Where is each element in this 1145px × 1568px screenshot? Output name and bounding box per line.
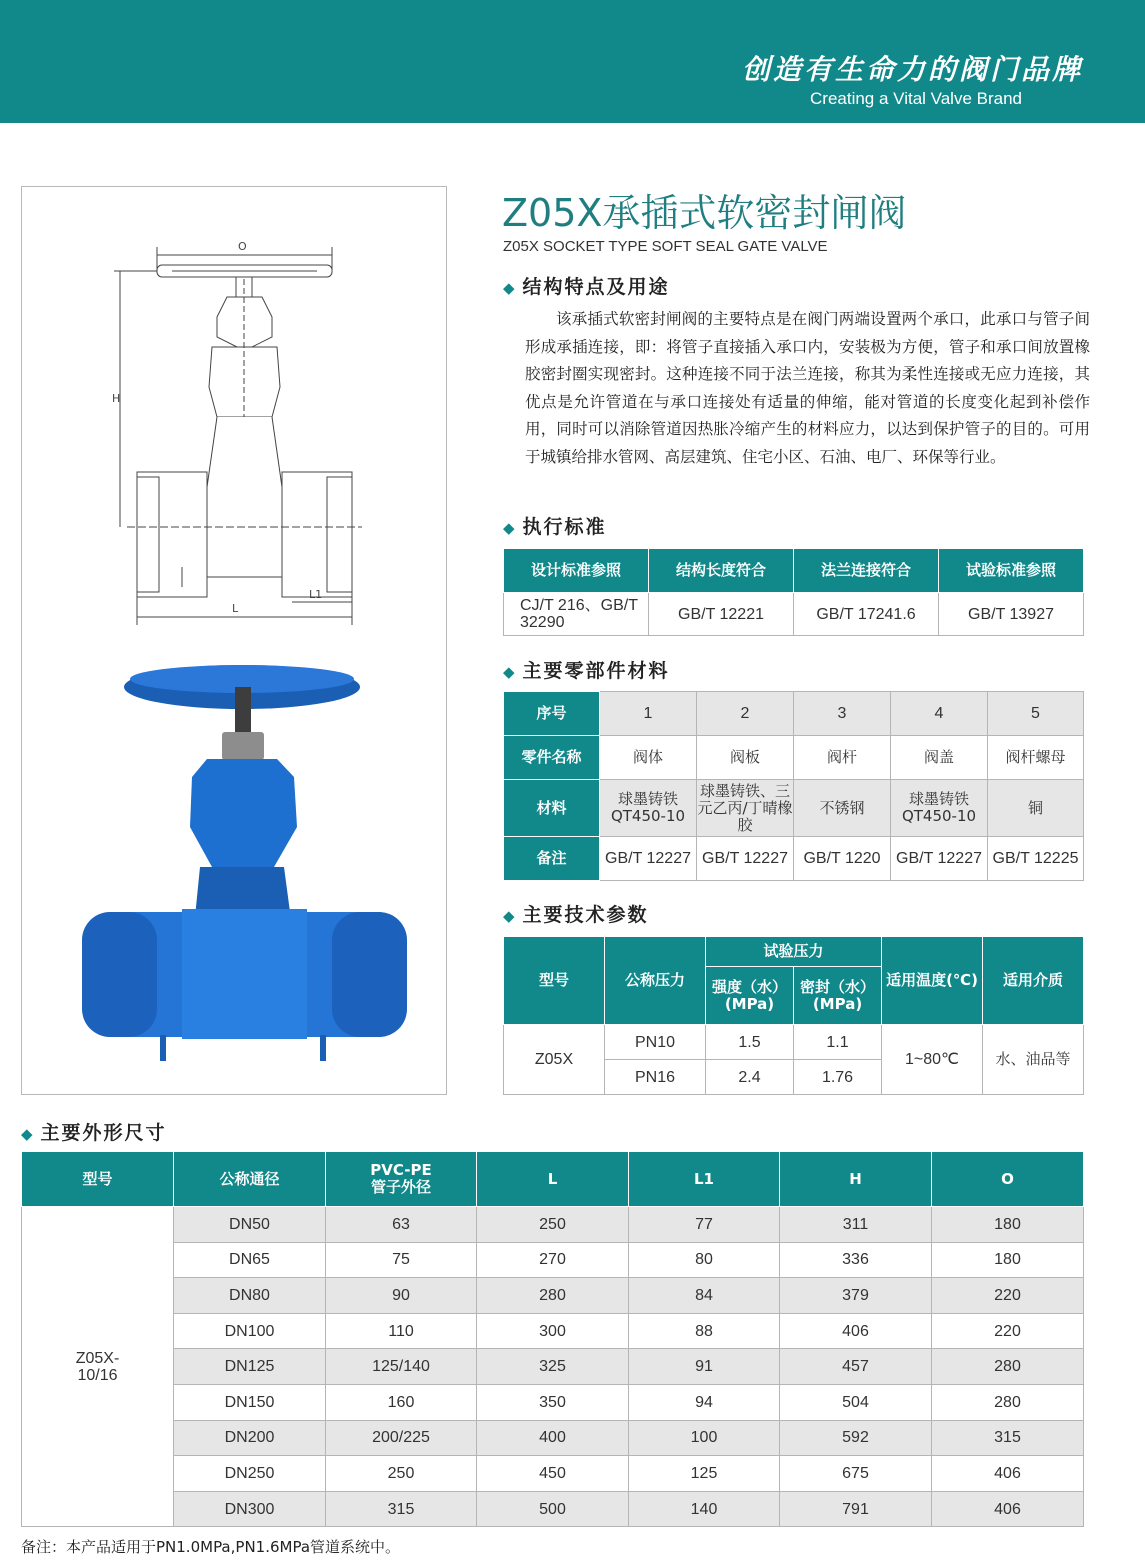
materials-part-name: 阀杆 (794, 736, 891, 780)
dimensions-cell: 180 (932, 1207, 1084, 1243)
params-strength: 2.4 (706, 1060, 794, 1095)
product-description: 该承插式软密封闸阀的主要特点是在阀门两端设置两个承口，此承口与管子间形成承插连接，即：将管子直接插入承口内，安装极为方便，管子和承口间放置橡胶密封圈实现密封。这种连接不同于法兰连接，称其为柔性连接或无应力连接，其优点是允许管道在与承口连接处有适量的伸缩，能对管道的长度变化起到补偿作用，同时可以消除管道因热胀冷缩产生的材料应力，以达到保护管子的目的。可用于城镇给排水管网、高层建筑、住宅小区、石油、电厂、环保等行业。 (525, 310, 1090, 466)
product-title: Z05X承插式软密封闸阀 (502, 191, 907, 235)
params-seal: 1.1 (794, 1025, 882, 1060)
materials-material: 球墨铸铁、三元乙丙/丁晴橡胶 (697, 780, 794, 837)
dimensions-cell: 100 (629, 1420, 780, 1456)
section-standards-heading: ◆ 执行标准 (503, 516, 607, 538)
dimensions-cell: 88 (629, 1313, 780, 1349)
dimensions-cell: 75 (326, 1242, 477, 1278)
dimensions-header: H (780, 1152, 932, 1207)
dimensions-row (22, 1349, 1084, 1385)
params-seal: 1.76 (794, 1060, 882, 1095)
materials-note: GB/T 12225 (988, 837, 1084, 881)
materials-part-name: 阀体 (600, 736, 697, 780)
materials-note: GB/T 12227 (600, 837, 697, 881)
dimensions-header: PVC-PE管子外径 (326, 1152, 477, 1207)
standards-header: 结构长度符合 (649, 549, 794, 593)
dimensions-cell: 350 (477, 1384, 629, 1420)
dimensions-cell: 180 (932, 1242, 1084, 1278)
materials-row-label: 备注 (504, 837, 600, 881)
dimensions-cell: 77 (629, 1207, 780, 1243)
dimensions-cell: DN250 (174, 1456, 326, 1492)
dimensions-header: 型号 (22, 1152, 174, 1207)
standards-table (503, 548, 1084, 636)
product-image-panel (21, 186, 447, 1095)
diamond-icon: ◆ (503, 519, 517, 537)
section-dimensions-heading: ◆ 主要外形尺寸 (21, 1122, 167, 1144)
materials-row-label: 材料 (504, 780, 600, 837)
dimensions-cell: DN50 (174, 1207, 326, 1243)
dimensions-header: O (932, 1152, 1084, 1207)
dimensions-cell: 63 (326, 1207, 477, 1243)
standards-header: 试验标准参照 (939, 549, 1084, 593)
dimensions-cell: 406 (780, 1313, 932, 1349)
standards-cell: GB/T 12221 (649, 593, 794, 636)
params-table (503, 936, 1084, 1095)
dimensions-header: L (477, 1152, 629, 1207)
dim-label-l: L (232, 602, 239, 615)
section-params-heading: ◆ 主要技术参数 (503, 904, 649, 926)
dimensions-cell: 140 (629, 1491, 780, 1527)
dimensions-cell: 160 (326, 1384, 477, 1420)
footnote: 备注：本产品适用于PN1.0MPa,PN1.6MPa管道系统中。 (21, 1538, 401, 1556)
diamond-icon: ◆ (21, 1125, 35, 1143)
dimensions-cell: 125 (629, 1456, 780, 1492)
dimensions-cell: 457 (780, 1349, 932, 1385)
dimensions-cell: 270 (477, 1242, 629, 1278)
diamond-icon: ◆ (503, 279, 517, 297)
dimensions-cell: 406 (932, 1456, 1084, 1492)
dimensions-row (22, 1491, 1084, 1527)
dimensions-cell: 90 (326, 1278, 477, 1314)
params-pn: PN16 (605, 1060, 706, 1095)
dimensions-header: L1 (629, 1152, 780, 1207)
dimensions-cell: DN100 (174, 1313, 326, 1349)
dimensions-cell: 311 (780, 1207, 932, 1243)
materials-part-name: 阀板 (697, 736, 794, 780)
dimensions-cell: 315 (326, 1491, 477, 1527)
materials-material: 球墨铸铁QT450-10 (891, 780, 988, 837)
dimensions-row (22, 1278, 1084, 1314)
dimensions-cell: DN200 (174, 1420, 326, 1456)
dimensions-row (22, 1456, 1084, 1492)
dimensions-row (22, 1207, 1084, 1243)
dimensions-cell: 592 (780, 1420, 932, 1456)
top-banner (0, 0, 1145, 123)
valve-photo (82, 665, 407, 1061)
standards-cell: GB/T 13927 (939, 593, 1084, 636)
params-header-pressure: 公称压力 (605, 937, 706, 1025)
params-header-seal: 密封（水）(MPa) (794, 967, 882, 1025)
materials-note: GB/T 12227 (891, 837, 988, 881)
dimensions-cell: DN80 (174, 1278, 326, 1314)
dimensions-cell: 84 (629, 1278, 780, 1314)
materials-material: 铜 (988, 780, 1084, 837)
dimensions-cell: 300 (477, 1313, 629, 1349)
params-header-test: 试验压力 (706, 937, 882, 967)
materials-note: GB/T 1220 (794, 837, 891, 881)
params-pn: PN10 (605, 1025, 706, 1060)
dimensions-cell: 110 (326, 1313, 477, 1349)
materials-table (503, 691, 1084, 881)
dim-label-l1: L1 (309, 588, 323, 601)
section-features-heading: ◆ 结构特点及用途 (503, 276, 670, 298)
standards-cell: GB/T 17241.6 (794, 593, 939, 636)
product-subtitle: Z05X SOCKET TYPE SOFT SEAL GATE VALVE (503, 238, 828, 255)
dim-label-o: O (238, 240, 247, 253)
standards-header: 法兰连接符合 (794, 549, 939, 593)
params-header-model: 型号 (504, 937, 605, 1025)
brand-slogan-cn: 创造有生命力的阀门品牌 (741, 53, 1083, 86)
dimensions-cell: DN65 (174, 1242, 326, 1278)
dimensions-cell: 220 (932, 1313, 1084, 1349)
params-header-medium: 适用介质 (983, 937, 1084, 1025)
materials-part-name: 阀盖 (891, 736, 988, 780)
materials-number: 5 (988, 692, 1084, 736)
materials-number: 4 (891, 692, 988, 736)
dimensions-cell: 325 (477, 1349, 629, 1385)
materials-number: 1 (600, 692, 697, 736)
dimensions-cell: 504 (780, 1384, 932, 1420)
materials-note: GB/T 12227 (697, 837, 794, 881)
diamond-icon: ◆ (503, 907, 517, 925)
dimensions-cell: 250 (477, 1207, 629, 1243)
materials-number: 2 (697, 692, 794, 736)
params-header-strength: 强度（水）(MPa) (706, 967, 794, 1025)
dimensions-cell: 80 (629, 1242, 780, 1278)
params-medium: 水、油品等 (983, 1025, 1084, 1095)
dimensions-cell: 91 (629, 1349, 780, 1385)
dimensions-model: Z05X-10/16 (22, 1207, 174, 1527)
dimensions-cell: 280 (932, 1349, 1084, 1385)
materials-number: 3 (794, 692, 891, 736)
section-materials-heading: ◆ 主要零部件材料 (503, 660, 670, 682)
dimensions-row (22, 1420, 1084, 1456)
dimensions-cell: 400 (477, 1420, 629, 1456)
dimensions-cell: 675 (780, 1456, 932, 1492)
dimensions-cell: 791 (780, 1491, 932, 1527)
standards-cell: CJ/T 216、GB/T 32290 (504, 593, 649, 636)
dimensions-cell: 450 (477, 1456, 629, 1492)
materials-part-name: 阀杆螺母 (988, 736, 1084, 780)
dimensions-cell: 250 (326, 1456, 477, 1492)
dimensions-cell: 500 (477, 1491, 629, 1527)
params-temp: 1~80℃ (882, 1025, 983, 1095)
valve-technical-drawing (112, 240, 362, 625)
diamond-icon: ◆ (503, 663, 517, 681)
dimensions-cell: 315 (932, 1420, 1084, 1456)
params-model: Z05X (504, 1025, 605, 1095)
brand-slogan-en: Creating a Vital Valve Brand (810, 89, 1022, 108)
materials-material: 不锈钢 (794, 780, 891, 837)
dimensions-cell: 336 (780, 1242, 932, 1278)
dimensions-cell: 125/140 (326, 1349, 477, 1385)
materials-row-label: 零件名称 (504, 736, 600, 780)
params-strength: 1.5 (706, 1025, 794, 1060)
dimensions-cell: 379 (780, 1278, 932, 1314)
dim-label-h: H (112, 392, 121, 405)
dimensions-cell: DN125 (174, 1349, 326, 1385)
dimensions-cell: 94 (629, 1384, 780, 1420)
params-header-temp: 适用温度(℃) (882, 937, 983, 1025)
dimensions-header: 公称通径 (174, 1152, 326, 1207)
dimensions-cell: 280 (477, 1278, 629, 1314)
valve-illustrations (22, 187, 448, 1096)
materials-material: 球墨铸铁QT450-10 (600, 780, 697, 837)
dimensions-row (22, 1242, 1084, 1278)
dimensions-row (22, 1313, 1084, 1349)
dimensions-cell: DN300 (174, 1491, 326, 1527)
dimensions-row (22, 1384, 1084, 1420)
materials-row-label: 序号 (504, 692, 600, 736)
dimensions-cell: 280 (932, 1384, 1084, 1420)
standards-header: 设计标准参照 (504, 549, 649, 593)
dimensions-cell: 220 (932, 1278, 1084, 1314)
dimensions-cell: DN150 (174, 1384, 326, 1420)
dimensions-cell: 200/225 (326, 1420, 477, 1456)
dimensions-table (21, 1151, 1084, 1527)
dimensions-cell: 406 (932, 1491, 1084, 1527)
